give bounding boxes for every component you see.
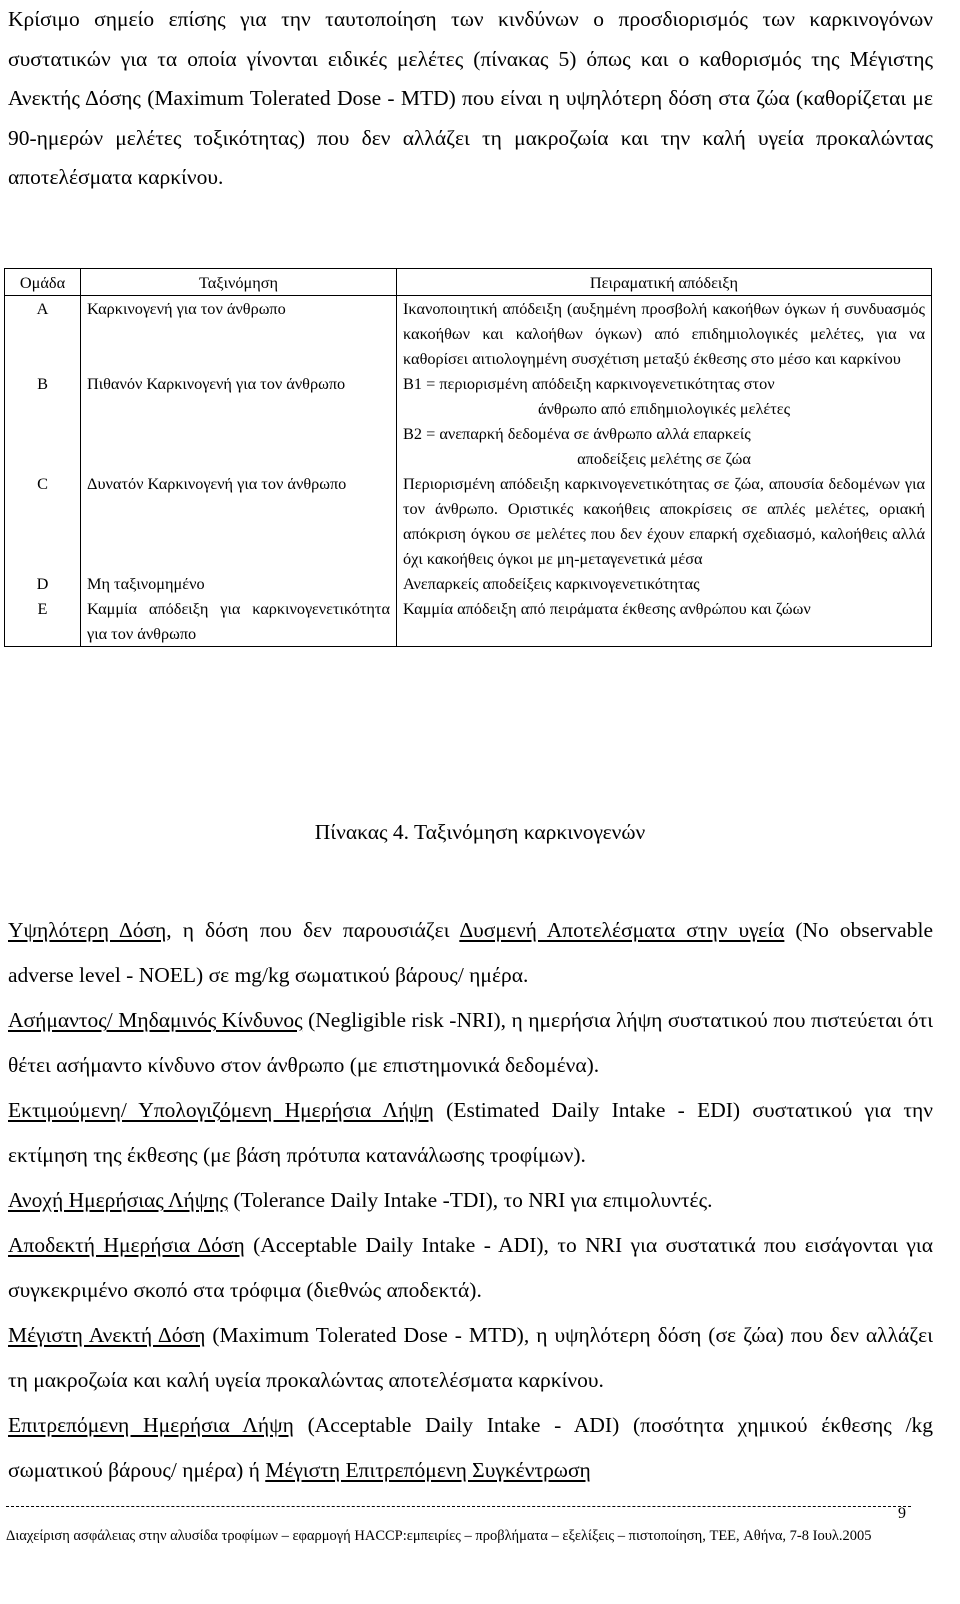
classification-cell: Μη ταξινομημένο [81, 571, 397, 596]
classification-cell: Καμμία απόδειξη για καρκινογενετικότητα για τον άνθρωπο [81, 596, 397, 647]
table-row [5, 571, 932, 596]
definition-text: (Negligible risk -NRI), η ημερήσια λήψη συστατικού που πιστεύεται ότι θέτει ασήμαντο κίνδυνο στον άνθρωπο (με επιστημονικά δεδομένα). [8, 1008, 933, 1077]
definition-term: Επιτρεπόμενη Ημερήσια Λήψη [8, 1413, 294, 1437]
definition-item [8, 1403, 933, 1493]
footer-text: Διαχείριση ασφάλειας στην αλυσίδα τροφίμων – εφαρμογή HACCP:εμπειρίες – προβλήματα – εξελίξεις – πιστοποίηση, TEE, Αθήνα, 7-8 Ιουλ.2005 [6, 1528, 872, 1544]
definition-term: Μέγιστη Επιτρεπόμενη Συγκέντρωση [265, 1458, 591, 1482]
group-cell: D [5, 571, 81, 596]
header-evidence: Πειραματική απόδειξη [397, 269, 932, 296]
table-row [5, 596, 932, 647]
definition-item [8, 998, 933, 1088]
evidence-b1-continuation: άνθρωπο από επιδημιολογικές μελέτες [537, 399, 791, 418]
definition-term: Εκτιμούμενη/ Υπολογιζόμενη Ημερήσια Λήψη [8, 1098, 434, 1122]
definition-item [8, 1223, 933, 1313]
definition-term: Μέγιστη Ανεκτή Δόση [8, 1323, 206, 1347]
table-header-row [5, 269, 932, 296]
classification-cell: Πιθανόν Καρκινογενή για τον άνθρωπο [81, 371, 397, 471]
evidence-b1-label: B1 = περιορισμένη απόδειξη καρκινογενετικότητας στον [403, 374, 775, 393]
table-row [5, 296, 932, 372]
evidence-cell: Καμμία απόδειξη από πειράματα έκθεσης ανθρώπου και ζώων [397, 596, 932, 647]
definition-item [8, 1088, 933, 1178]
definition-term: Ασήμαντος/ Μηδαμινός Κίνδυνος [8, 1008, 303, 1032]
group-cell: C [5, 471, 81, 571]
intro-text: Κρίσιμο σημείο επίσης για την ταυτοποίηση των κινδύνων ο προσδιορισμός των καρκινογόνων συστατικών για τα οποία γίνονται ειδικές μελέτες (πίνακας 5) όπως και ο καθορισμός της Μέγιστης Ανεκτής Δόσης (Maximum Tolerated Dose - MTD) που είναι η υψηλότερη δόση στα ζώα (καθορίζεται με 90-ημερών μελέτες τοξικότητας) που δεν αλλάζει τη μακροζωία και την καλή υγεία προκαλώντας αποτελέσματα καρκίνου. [8, 7, 933, 189]
definition-item [8, 908, 933, 998]
definition-term: Αποδεκτή Ημερήσια Δόση [8, 1233, 245, 1257]
evidence-cell [397, 371, 932, 471]
definition-term: Υψηλότερη Δόση [8, 918, 167, 942]
classification-cell: Καρκινογενή για τον άνθρωπο [81, 296, 397, 372]
table-row [5, 471, 932, 571]
definition-text: (Acceptable Daily Intake - ADI) (ποσότητα χημικού έκθεσης /kg σωματικού βάρους/ ημέρα) ή [8, 1413, 934, 1482]
evidence-b2-continuation: αποδείξεις μελέτης σε ζώα [577, 449, 751, 468]
definition-item [8, 1178, 933, 1223]
group-cell: B [5, 371, 81, 471]
evidence-cell: Ικανοποιητική απόδειξη (αυξημένη προσβολή κακοήθων όγκων ή συνδυασμός κακοήθων και καλοήθων όγκων) από επιδημιολογικές μελέτες, για να καθορίσει αιτιολογημένη συσχέτιση μεταξύ έκθεσης στο μέσο και καρκίνου [397, 296, 932, 372]
definition-item [8, 1313, 933, 1403]
definition-text: (Estimated Daily Intake - EDI) συστατικού για την εκτίμηση της έκθεσης (με βάση πρότυπα κατανάλωσης τροφίμων). [8, 1098, 933, 1167]
definition-text: (Maximum Tolerated Dose - MTD), η υψηλότερη δόση (σε ζώα) που δεν αλλάζει τη μακροζωία και καλή υγεία προκαλώντας αποτελέσματα καρκίνου. [8, 1323, 933, 1392]
header-group: Ομάδα [5, 269, 81, 296]
classification-cell: Δυνατόν Καρκινογενή για τον άνθρωπο [81, 471, 397, 571]
intro-paragraph [8, 0, 933, 198]
header-classification: Ταξινόμηση [81, 269, 397, 296]
evidence-cell: Περιορισμένη απόδειξη καρκινογενετικότητας σε ζώα, απουσία δεδομένων για τον άνθρωπο. Οριστικές κακοήθεις αποκρίσεις σε απλές μελέτες, οριακή απόκριση όγκου σε μελέτες που δεν έχουν επαρκή σχεδιασμό, καλοήθεις αλλά όχι κακοήθεις όγκοι με μη-μεταγενετικά μέσα [397, 471, 932, 571]
footer-divider [6, 1506, 911, 1507]
definition-text: , η δόση που δεν παρουσιάζει [166, 918, 460, 942]
definition-text: (No observable adverse level - NOEL) σε mg/kg σωματικού βάρους/ ημέρα. [8, 918, 933, 987]
evidence-b2-label: B2 = ανεπαρκή δεδομένα σε άνθρωπο αλλά επαρκείς [403, 424, 751, 443]
definition-text: (Acceptable Daily Intake - ADI), το NRI για συστατικά που εισάγονται για συγκεκριμένο σκοπό στα τρόφιμα (διεθνώς αποδεκτά). [8, 1233, 933, 1302]
definition-term: Ανοχή Ημερήσιας Λήψης [8, 1188, 229, 1212]
evidence-cell: Ανεπαρκείς αποδείξεις καρκινογενετικότητας [397, 571, 932, 596]
table-row [5, 371, 932, 471]
table-caption: Πίνακας 4. Ταξινόμηση καρκινογενών [314, 820, 646, 844]
group-cell: E [5, 596, 81, 647]
page-number: 9 [898, 1505, 906, 1522]
definition-term: Δυσμενή Αποτελέσματα στην υγεία [459, 918, 785, 942]
definition-text: (Tolerance Daily Intake -TDI), το NRI για επιμολυντές. [228, 1188, 713, 1212]
group-cell: A [5, 296, 81, 372]
carcinogen-classification-table [4, 268, 932, 647]
definitions-section [8, 908, 933, 1493]
